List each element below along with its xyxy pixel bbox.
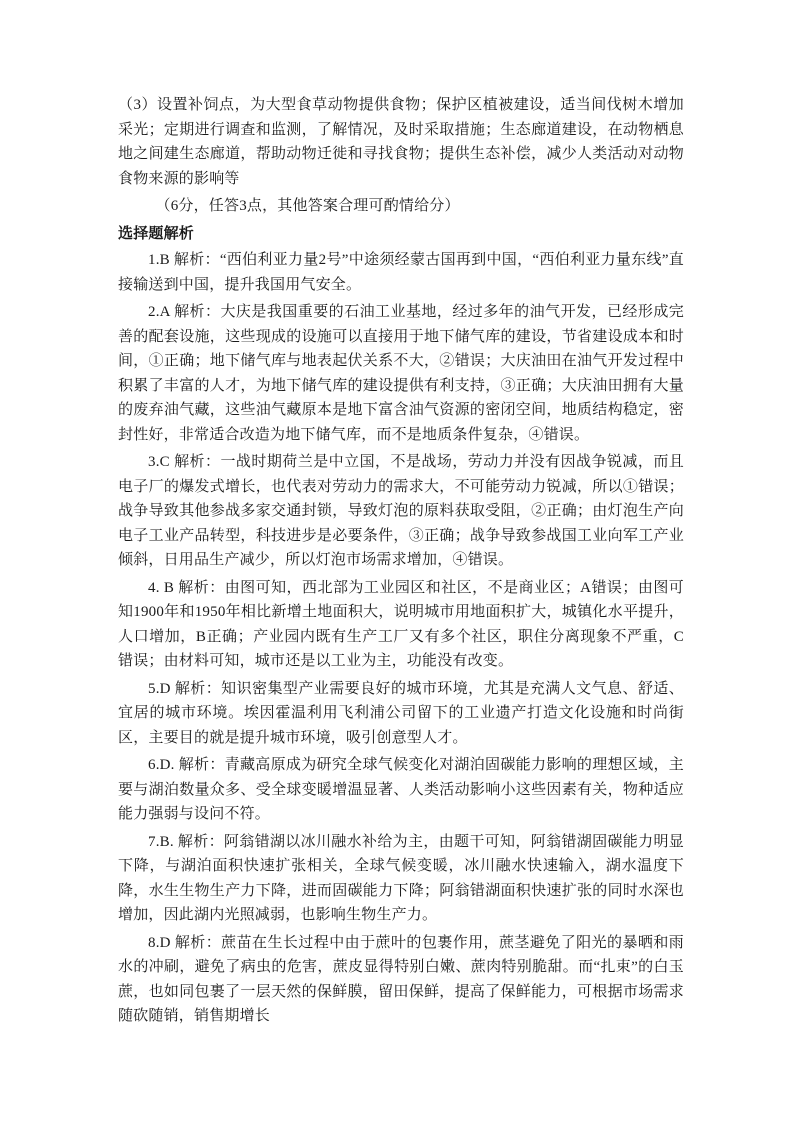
analysis-item-1: 1.B 解析：“西伯利亚力量2号”中途须经蒙古国再到中国，“西伯利亚力量东线”直接输送到中国，提升我国用气安全。: [118, 252, 684, 293]
analysis-item-7: 7.B. 解析：阿翁错湖以冰川融水补给为主，由题干可知，阿翁错湖固碳能力明显下降，与湖泊面积快速扩张相关，全球气候变暖，冰川融水快速输入，湖水温度下降，水生生物生产力下降，进而固碳能力下降；阿翁错湖面积快速扩张的同时水深也增加，因此湖内光照减弱，也影响生物生产力。: [118, 833, 684, 923]
answer-point-3: （3）设置补饲点，为大型食草动物提供食物；保护区植被建设，适当间伐树木增加采光；定期进行调查和监测，了解情况，及时采取措施；生态廊道建设，在动物栖息地之间建生态廊道，帮助动物迁徙和寻找食物；提供生态补偿，减少人类活动对动物食物来源的影响等: [118, 97, 684, 187]
section-heading: 选择题解析: [118, 225, 195, 242]
document-content: [118, 93, 684, 1032]
analysis-item-6: 6.D. 解析：青藏高原成为研究全球气候变化对湖泊固碳能力影响的理想区域，主要与湖泊数量众多、受全球变暖增温显著、人类活动影响小这些因素有关，物种适应能力强弱与设问不符。: [118, 757, 684, 822]
analysis-item-5: 5.D 解析：知识密集型产业需要良好的城市环境，尤其是充满人文气息、舒适、宜居的城市环境。埃因霍温利用飞利浦公司留下的工业遗产打造文化设施和时尚街区，主要目的就是提升城市环境，吸引创意型人才。: [118, 680, 684, 746]
analysis-item-8: 8.D 解析：蔗苗在生长过程中由于蔗叶的包裹作用，蔗茎避免了阳光的暴晒和雨水的冲刷，避免了病虫的危害，蔗皮显得特别白嫩、蔗肉特别脆甜。而“扎束”的白玉蔗，也如同包裹了一层天然的保鲜膜，留田保鲜，提高了保鲜能力，可根据市场需求随砍随销，销售期增长: [118, 934, 684, 1024]
analysis-item-3: 3.C 解析：一战时期荷兰是中立国，不是战场，劳动力并没有因战争锐减，而且电子厂的爆发式增长，也代表对劳动力的需求大，不可能劳动力锐减，所以①错误；战争导致其他参战多家交通封锁，导致灯泡的原料获取受阻，②正确；由灯泡生产向电子工业产品转型，科技进步是必要条件，③正确；战争导致参战国工业向军工产业倾斜，日用品生产减少，所以灯泡市场需求增加，④错误。: [118, 454, 684, 568]
analysis-item-2: 2.A 解析：大庆是我国重要的石油工业基地，经过多年的油气开发，已经形成完善的配套设施，这些现成的设施可以直接用于地下储气库的建设，节省建设成本和时间，①正确；地下储气库与地表起伏关系不大，②错误；大庆油田在油气开发过程中积累了丰富的人才，为地下储气库的建设提供有利支持，③正确；大庆油田拥有大量的废弃油气藏，这些油气藏原本是地下富含油气资源的密闭空间，地质结构稳定，密封性好，非常适合改造为地下储气库，而不是地质条件复杂，④错误。: [118, 304, 684, 443]
score-note: （6分，任答3点，其他答案合理可酌情给分）: [155, 198, 460, 214]
analysis-item-4: 4. B 解析：由图可知，西北部为工业园区和社区，不是商业区；A错误；由图可知1900年和1950年相比新增土地面积大，说明城市用地面积扩大，城镇化水平提升，人口增加，B正确；产业园内既有生产工厂又有多个社区，职住分离现象不严重，C错误；由材料可知，城市还是以工业为主，功能没有改变。: [118, 579, 684, 669]
